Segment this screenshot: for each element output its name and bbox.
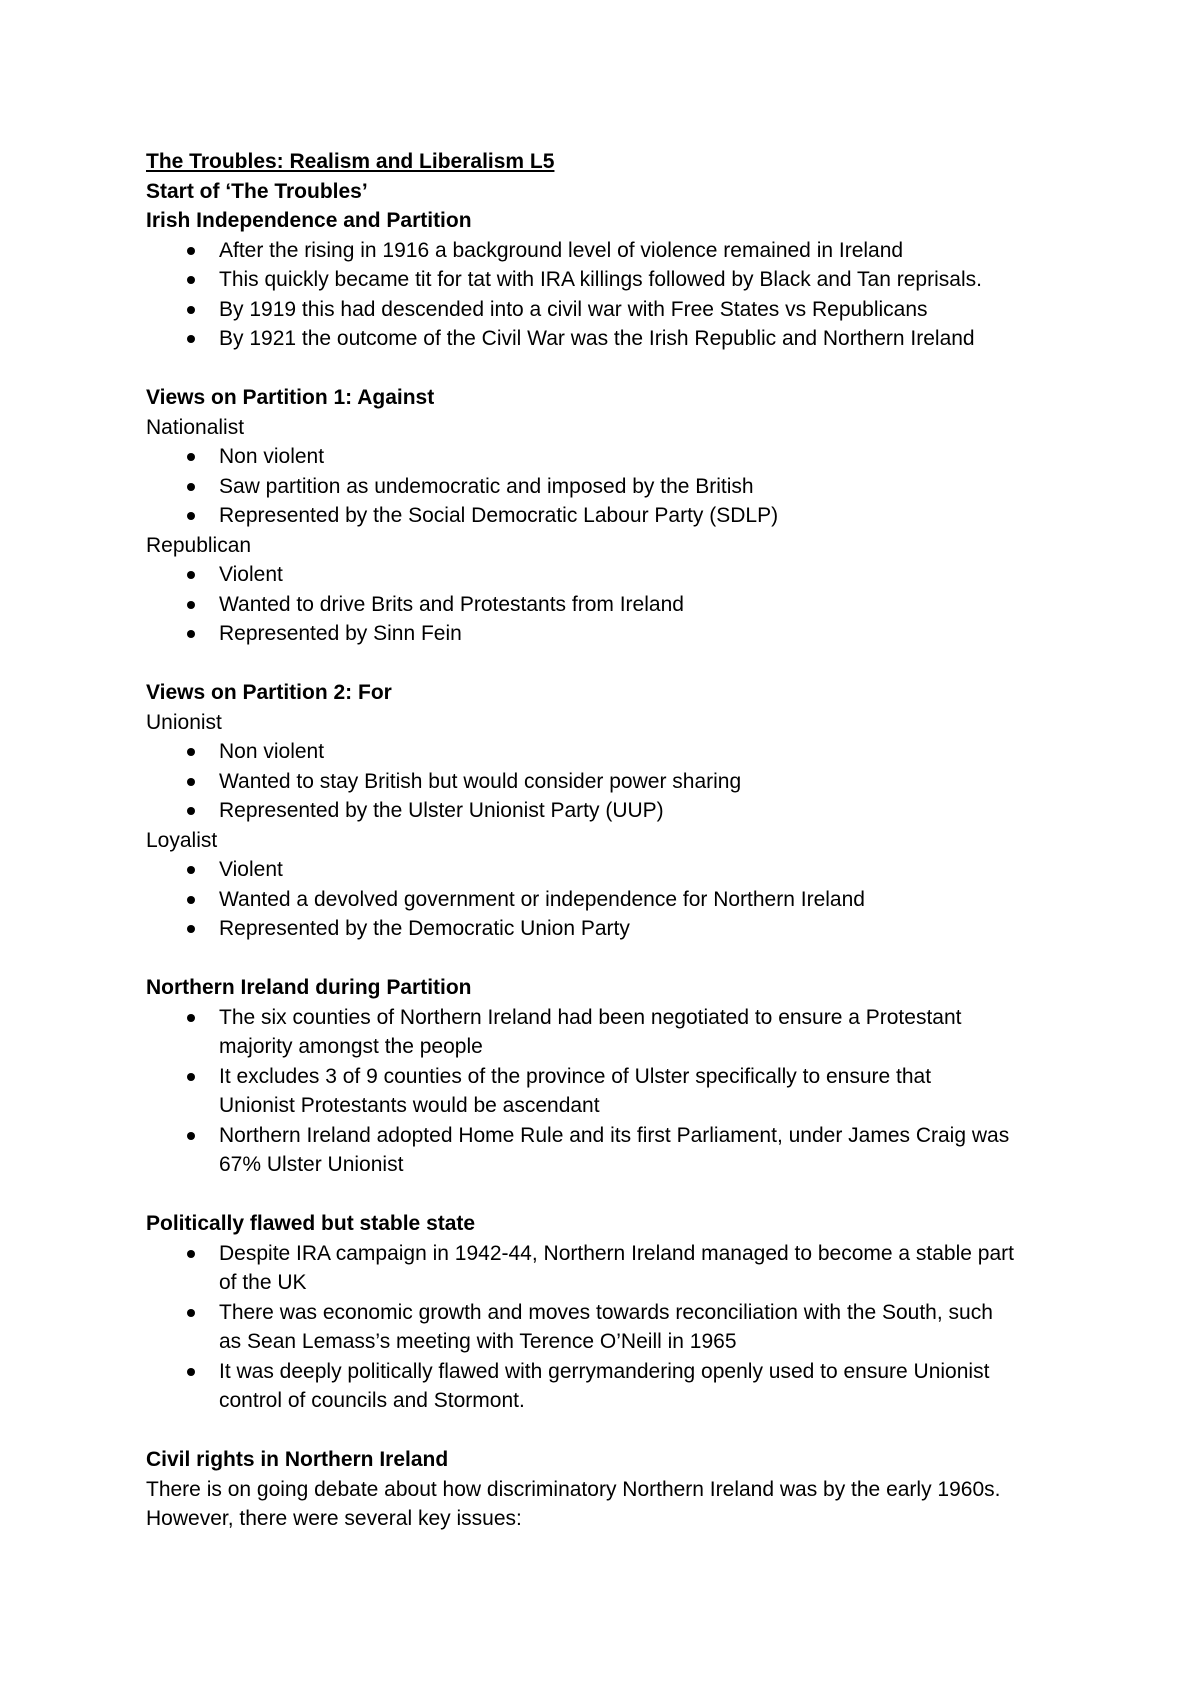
list-item: Despite IRA campaign in 1942-44, Northern Ireland managed to become a stable part of the UK <box>146 1239 1086 1298</box>
bullet-icon <box>187 866 195 874</box>
loyalist-list <box>146 855 1086 944</box>
bullet-icon <box>187 571 195 579</box>
bullet-icon <box>187 483 195 491</box>
independence-heading: Irish Independence and Partition <box>146 209 472 232</box>
bullet-icon <box>187 896 195 904</box>
republican-list <box>146 560 1086 649</box>
list-item: Wanted a devolved government or independence for Northern Ireland <box>146 885 1086 915</box>
ni-partition-list <box>146 1003 1086 1180</box>
list-item: After the rising in 1916 a background level of violence remained in Ireland <box>146 236 1086 266</box>
list-item: Violent <box>146 560 1086 590</box>
list-item: Represented by the Social Democratic Labour Party (SDLP) <box>146 501 1086 531</box>
list-item: By 1921 the outcome of the Civil War was the Irish Republic and Northern Ireland <box>146 324 1086 354</box>
bullet-icon <box>187 630 195 638</box>
list-item: Represented by the Ulster Unionist Party (UUP) <box>146 796 1086 826</box>
bullet-icon <box>187 1132 195 1140</box>
republican-label: Republican <box>146 533 252 557</box>
document-page <box>146 147 1086 1534</box>
bullet-icon <box>187 601 195 609</box>
flawed-list <box>146 1239 1086 1416</box>
list-item: Saw partition as undemocratic and imposed by the British <box>146 472 1086 502</box>
for-heading: Views on Partition 2: For <box>146 681 392 704</box>
nationalist-label: Nationalist <box>146 415 245 439</box>
loyalist-label: Loyalist <box>146 828 218 852</box>
civil-rights-heading: Civil rights in Northern Ireland <box>146 1448 449 1471</box>
start-heading: Start of ‘The Troubles’ <box>146 179 368 203</box>
civil-rights-paragraph-line-2: However, there were several key issues: <box>146 1507 522 1530</box>
bullet-icon <box>187 1368 195 1376</box>
bullet-icon <box>187 1014 195 1022</box>
list-item: Represented by the Democratic Union Party <box>146 914 1086 944</box>
bullet-icon <box>187 778 195 786</box>
list-item: It was deeply politically flawed with gerrymandering openly used to ensure Unionist control of councils and Stormont. <box>146 1357 1086 1416</box>
list-item: This quickly became tit for tat with IRA killings followed by Black and Tan reprisals. <box>146 265 1086 295</box>
bullet-icon <box>187 306 195 314</box>
list-item: Represented by Sinn Fein <box>146 619 1086 649</box>
bullet-icon <box>187 247 195 255</box>
list-item: Northern Ireland adopted Home Rule and its first Parliament, under James Craig was 67% Ulster Unionist <box>146 1121 1086 1180</box>
bullet-icon <box>187 512 195 520</box>
bullet-icon <box>187 1250 195 1258</box>
list-item: Violent <box>146 855 1086 885</box>
list-item: Non violent <box>146 442 1086 472</box>
bullet-icon <box>187 748 195 756</box>
list-item: By 1919 this had descended into a civil war with Free States vs Republicans <box>146 295 1086 325</box>
unionist-label: Unionist <box>146 710 222 734</box>
bullet-icon <box>187 807 195 815</box>
unionist-list <box>146 737 1086 826</box>
ni-partition-heading: Northern Ireland during Partition <box>146 976 472 999</box>
list-item: Wanted to drive Brits and Protestants from Ireland <box>146 590 1086 620</box>
civil-rights-paragraph-line-1: There is on going debate about how discriminatory Northern Ireland was by the early 1960s. <box>146 1477 1001 1501</box>
list-item: The six counties of Northern Ireland had been negotiated to ensure a Protestant majority amongst the people <box>146 1003 1086 1062</box>
against-heading: Views on Partition 1: Against <box>146 386 435 409</box>
document-title: The Troubles: Realism and Liberalism L5 <box>146 150 555 173</box>
bullet-icon <box>187 1309 195 1317</box>
list-item: Non violent <box>146 737 1086 767</box>
bullet-icon <box>187 925 195 933</box>
bullet-icon <box>187 453 195 461</box>
list-item: Wanted to stay British but would consider power sharing <box>146 767 1086 797</box>
bullet-icon <box>187 335 195 343</box>
bullet-icon <box>187 1073 195 1081</box>
list-item: It excludes 3 of 9 counties of the province of Ulster specifically to ensure that Unionist Protestants would be ascendant <box>146 1062 1086 1121</box>
bullet-icon <box>187 276 195 284</box>
independence-list <box>146 236 1086 354</box>
flawed-heading: Politically flawed but stable state <box>146 1212 476 1235</box>
list-item: There was economic growth and moves towards reconciliation with the South, such as Sean Lemass’s meeting with Terence O’Neill in 1965 <box>146 1298 1086 1357</box>
nationalist-list <box>146 442 1086 531</box>
